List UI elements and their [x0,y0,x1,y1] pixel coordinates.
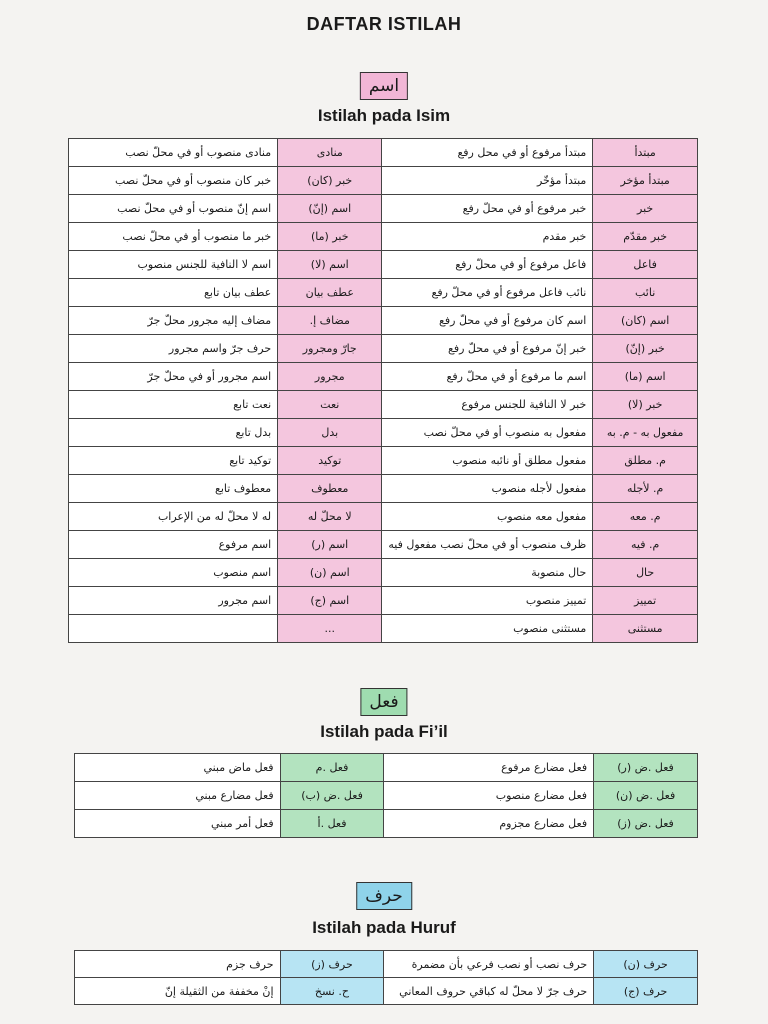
term-description: اسم لا النافية للجنس منصوب [69,251,278,279]
table-row [69,335,698,363]
term-description: فعل مضارع منصوب [384,782,594,810]
term-abbreviation: خبر (ما) [278,223,382,251]
table-row [75,978,698,1005]
term-abbreviation: حرف (ن) [594,951,698,978]
term-description: مبتدأ مؤخّر [382,167,593,195]
term-abbreviation: اسم (لا) [278,251,382,279]
term-description: إنْ مخففة من الثقيلة إنّ [75,978,281,1005]
table-row [69,615,698,643]
table-row [69,587,698,615]
term-description: تمييز منصوب [382,587,593,615]
page-title: DAFTAR ISTILAH [306,14,462,34]
term-description: اسم ما مرفوع أو في محلّ رفع [382,363,593,391]
table-row [69,391,698,419]
term-abbreviation: منادى [278,139,382,167]
huruf-section-title: Istilah pada Huruf [312,918,456,937]
term-description: مستثنى منصوب [382,615,593,643]
table-row [69,307,698,335]
table-row [69,531,698,559]
term-abbreviation: مستثنى [593,615,698,643]
table-row [69,279,698,307]
term-abbreviation: م. فيه [593,531,698,559]
term-description: حرف نصب أو نصب فرعي بأن مضمرة [384,951,594,978]
table-row [69,447,698,475]
term-description: اسم مرفوع [69,531,278,559]
term-abbreviation: مضاف إ. [278,307,382,335]
term-description: فعل أمر مبني [75,810,281,838]
term-description: اسم كان مرفوع أو في محلّ رفع [382,307,593,335]
term-description: خبر مقدم [382,223,593,251]
term-abbreviation: حرف (ز) [280,951,384,978]
term-description: فعل مضارع مرفوع [384,754,594,782]
term-description: مبتدأ مرفوع أو في محل رفع [382,139,593,167]
term-abbreviation: لا محلّ له [278,503,382,531]
table-row [75,782,698,810]
table-row [75,754,698,782]
term-description: حرف جزم [75,951,281,978]
term-abbreviation: اسم (ر) [278,531,382,559]
term-abbreviation: فعل .أ [280,810,384,838]
huruf-badge: حرف [356,882,412,910]
term-abbreviation: م. مطلق [593,447,698,475]
term-abbreviation: ح. نسخ [280,978,384,1005]
term-abbreviation: خبر (إنّ) [593,335,698,363]
term-description: مفعول به منصوب أو في محلّ نصب [382,419,593,447]
term-abbreviation: خبر (كان) [278,167,382,195]
table-row [69,195,698,223]
table-row [75,951,698,978]
term-abbreviation: فاعل [593,251,698,279]
huruf-table [74,950,698,1005]
term-description: مفعول مطلق أو نائبه منصوب [382,447,593,475]
table-row [69,251,698,279]
fiil-badge: فعل [360,688,407,716]
term-abbreviation: نعت [278,391,382,419]
term-description: حال منصوبة [382,559,593,587]
term-description: مضاف إليه مجرور محلّ جرّ [69,307,278,335]
term-abbreviation: جارّ ومجرور [278,335,382,363]
term-description: له لا محلّ له من الإعراب [69,503,278,531]
term-description: حرف جرّ واسم مجرور [69,335,278,363]
term-description: بدل تابع [69,419,278,447]
term-description: عطف بيان تابع [69,279,278,307]
term-abbreviation: فعل .ض (ر) [594,754,698,782]
term-abbreviation: فعل .ض (ن) [594,782,698,810]
term-abbreviation: م. معه [593,503,698,531]
table-row [69,559,698,587]
table-row [69,419,698,447]
term-description: مفعول لأجله منصوب [382,475,593,503]
term-abbreviation: مجرور [278,363,382,391]
table-row [69,503,698,531]
term-abbreviation: اسم (كان) [593,307,698,335]
term-description: اسم منصوب [69,559,278,587]
term-description: اسم مجرور [69,587,278,615]
term-abbreviation: مبتدأ مؤخر [593,167,698,195]
isim-table [68,138,698,643]
table-row [69,167,698,195]
term-description: اسم مجرور أو في محلّ جرّ [69,363,278,391]
term-abbreviation: تمييز [593,587,698,615]
term-abbreviation: خبر مقدّم [593,223,698,251]
term-abbreviation: ... [278,615,382,643]
table-row [69,223,698,251]
term-abbreviation: بدل [278,419,382,447]
term-abbreviation: مبتدأ [593,139,698,167]
fiil-section-title: Istilah pada Fi’il [320,722,448,741]
term-description: فعل مضارع مبني [75,782,281,810]
term-description: نعت تابع [69,391,278,419]
term-abbreviation: حال [593,559,698,587]
table-row [75,810,698,838]
term-abbreviation: اسم (ج) [278,587,382,615]
table-row [69,139,698,167]
term-abbreviation: اسم (ما) [593,363,698,391]
term-description: فعل مضارع مجزوم [384,810,594,838]
term-description: معطوف تابع [69,475,278,503]
term-description: منادى منصوب أو في محلّ نصب [69,139,278,167]
term-description: خبر إنّ مرفوع أو في محلّ رفع [382,335,593,363]
term-description: اسم إنّ منصوب أو في محلّ نصب [69,195,278,223]
term-description: توكيد تابع [69,447,278,475]
fiil-table [74,753,698,838]
term-abbreviation: توكيد [278,447,382,475]
term-abbreviation: فعل .ض (ز) [594,810,698,838]
term-abbreviation: خبر (لا) [593,391,698,419]
table-row [69,363,698,391]
table-row [69,475,698,503]
term-description: خبر لا النافية للجنس مرفوع [382,391,593,419]
term-abbreviation: اسم (ن) [278,559,382,587]
isim-badge: اسم [360,72,408,100]
term-abbreviation: معطوف [278,475,382,503]
term-abbreviation: خبر [593,195,698,223]
term-description: خبر كان منصوب أو في محلّ نصب [69,167,278,195]
term-abbreviation: م. لأجله [593,475,698,503]
term-description: حرف جرّ لا محلّ له كباقي حروف المعاني [384,978,594,1005]
term-description: خبر مرفوع أو في محلّ رفع [382,195,593,223]
term-description: نائب فاعل مرفوع أو في محلّ رفع [382,279,593,307]
term-abbreviation: فعل .م [280,754,384,782]
term-description: ظرف منصوب أو في محلّ نصب مفعول فيه [382,531,593,559]
term-abbreviation: نائب [593,279,698,307]
term-description: فاعل مرفوع أو في محلّ رفع [382,251,593,279]
term-abbreviation: حرف (ج) [594,978,698,1005]
term-description: فعل ماض مبني [75,754,281,782]
term-description [69,615,278,643]
isim-section-title: Istilah pada Isim [317,106,451,125]
term-abbreviation: فعل .ض (ب) [280,782,384,810]
term-abbreviation: مفعول به - م. به [593,419,698,447]
term-description: مفعول معه منصوب [382,503,593,531]
term-abbreviation: عطف بيان [278,279,382,307]
term-description: خبر ما منصوب أو في محلّ نصب [69,223,278,251]
term-abbreviation: اسم (إنّ) [278,195,382,223]
